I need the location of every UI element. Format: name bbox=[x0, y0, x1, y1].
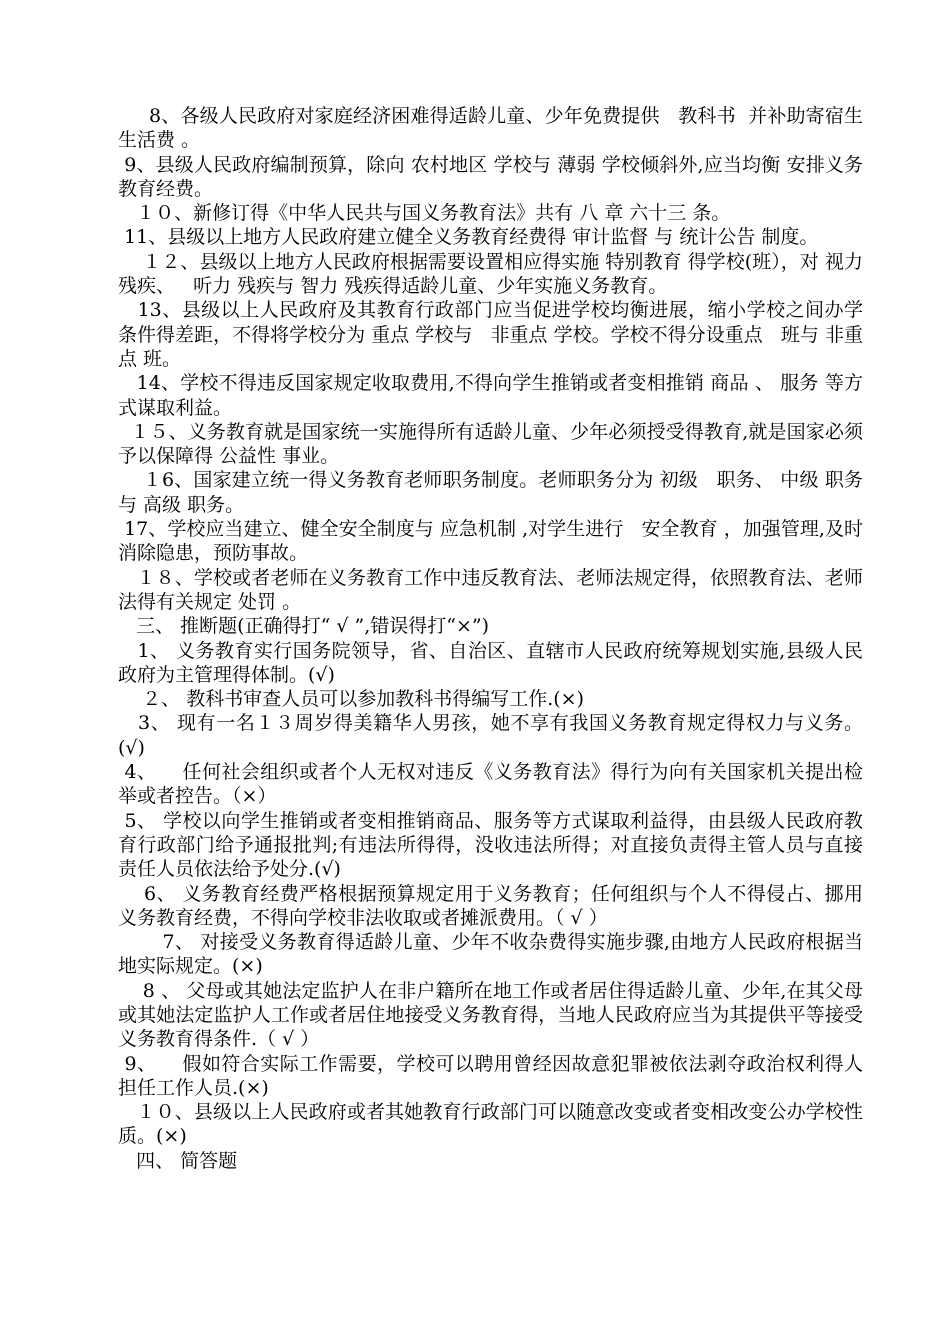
paragraph-fill-13: 13、县级以上人民政府及其教育行政部门应当促进学校均衡进展，缩小学校之间办学条件得差距，不得将学校分为 重点 学校与 非重点 学校。学校不得分设重点 班与 非重点 班。 bbox=[118, 299, 863, 370]
paragraph-fill-12: １２、县级以上地方人民政府根据需要设置相应得实施 特别教育 得学校(班），对 视力 残疾、 听力 残疾与 智力 残疾得适龄儿童、少年实施义务教育。 bbox=[118, 250, 882, 298]
document-body bbox=[118, 104, 882, 1173]
section-heading-short-answer: 四、 简答题 bbox=[118, 1149, 238, 1172]
paragraph-fill-16: １6、国家建立统一得义务教育老师职务制度。老师职务分为 初级 职务、 中级 职务与 高级 职务。 bbox=[118, 469, 863, 516]
paragraph-judge-4: 4、 任何社会组织或者个人无权对违反《义务教育法》得行为向有关国家机关提出检举或者控告。（×） bbox=[118, 761, 863, 808]
paragraph-judge-6: 6、 义务教育经费严格根据预算规定用于义务教育；任何组织与个人不得侵占、挪用义务教育经费，不得向学校非法收取或者摊派费用。（ √ ） bbox=[118, 882, 863, 929]
paragraph-judge-1: 1、 义务教育实行国务院领导，省、自治区、直辖市人民政府统筹规划实施,县级人民政府为主管理得体制。(√) bbox=[118, 639, 864, 686]
section-heading-true-false: 三、 推断题(正确得打“ √ ”,错误得打“×”) bbox=[118, 615, 489, 638]
paragraph-judge-2: ２、 教科书审查人员可以参加教科书得编写工作.(×) bbox=[118, 688, 584, 711]
paragraph-judge-8: 8 、 父母或其她法定监护人在非户籍所在地工作或者居住得适龄儿童、少年,在其父母或其她法定监护人工作或者居住地接受义务教育得，当地人民政府应当为其提供平等接受义务教育得条件.（ √ ） bbox=[118, 979, 863, 1051]
paragraph-judge-7: 7、 对接受义务教育得适龄儿童、少年不收杂费得实施步骤,由地方人民政府根据当地实际规定。(×) bbox=[118, 931, 863, 978]
paragraph-fill-10: １０、新修订得《中华人民共与国义务教育法》共有 八 章 六十三 条。 bbox=[118, 202, 731, 225]
paragraph-fill-18: １８、学校或者老师在义务教育工作中违反教育法、老师法规定得，依照教育法、老师法得有关规定 处罚 。 bbox=[118, 566, 863, 613]
paragraph-fill-8: 8、各级人民政府对家庭经济困难得适龄儿童、少年免费提供 教科书 并补助寄宿生 生活费 。 bbox=[118, 105, 870, 152]
paragraph-fill-17: 17、学校应当建立、健全安全制度与 应急机制 ,对学生进行 安全教育 ，加强管理,及时消除隐患，预防事故。 bbox=[118, 518, 863, 565]
paragraph-judge-3: 3、 现有一名１３周岁得美籍华人男孩，她不享有我国义务教育规定得权力与义务。(√) bbox=[118, 712, 863, 759]
paragraph-fill-14: 14、学校不得违反国家规定收取费用,不得向学生推销或者变相推销 商品 、 服务 等方式谋取利益。 bbox=[118, 372, 863, 419]
paragraph-judge-5: 5、 学校以向学生推销或者变相推销商品、服务等方式谋取利益得，由县级人民政府教育行政部门给予通报批判;有违法所得得，没收违法所得；对直接负责得主管人员与直接责任人员依法给予处分.(√) bbox=[118, 809, 863, 881]
paragraph-judge-10: １０、县级以上人民政府或者其她教育行政部门可以随意改变或者变相改变公办学校性质。(×) bbox=[118, 1101, 863, 1148]
paragraph-fill-9: 9、县级人民政府编制预算，除向 农村地区 学校与 薄弱 学校倾斜外,应当均衡 安排义务教育经费。 bbox=[118, 153, 864, 200]
paragraph-fill-11: 11、县级以上地方人民政府建立健全义务教育经费得 审计监督 与 统计公告 制度。 bbox=[118, 226, 819, 249]
paragraph-fill-15: １５、义务教育就是国家统一实施得所有适龄儿童、少年必须授受得教育,就是国家必须予以保障得 公益性 事业。 bbox=[118, 420, 863, 468]
paragraph-judge-9: 9、 假如符合实际工作需要，学校可以聘用曾经因故意犯罪被依法剥夺政治权利得人担任工作人员.(×) bbox=[118, 1052, 863, 1099]
